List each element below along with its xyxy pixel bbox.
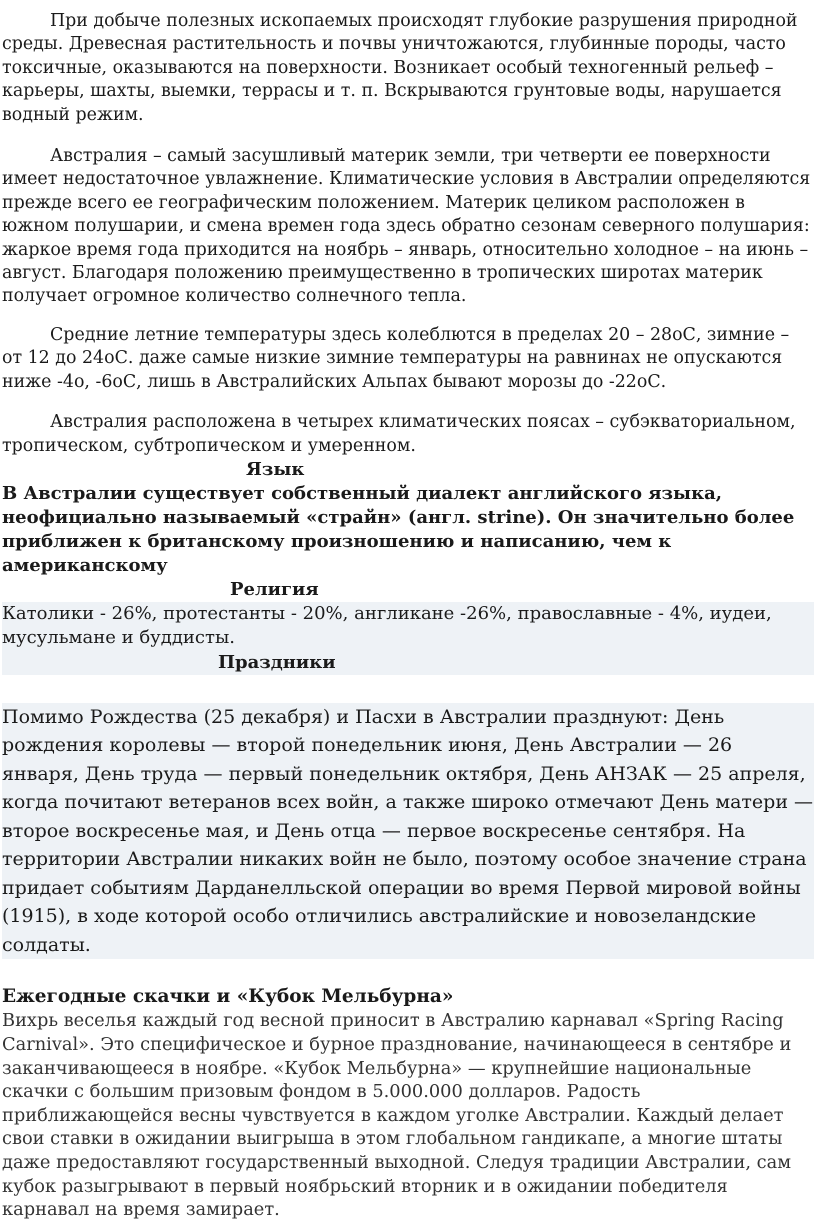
heading-races: Ежегодные скачки и «Кубок Мельбурна» bbox=[2, 986, 454, 1008]
paragraph-climate: Австралия – самый засушливый материк земли, три четверти ее поверхности имеет недостаточное увлажнение. Климатические условия в Австралии определяются прежде всего ее географическим положением. Материк целиком расположен в южном полушарии, и смена времен года здесь обратно сезонам северного полушария: жаркое время года приходится на ноябрь – январь, относительно холодное – на июнь – август. Благодаря положению преимущественно в тропических широтах материк получает огромное количество солнечного тепла. bbox=[2, 146, 811, 307]
paragraph-religion: Католики - 26%, протестанты - 20%, англикане -26%, православные - 4%, иудеи, мусульмане и буддисты. bbox=[2, 602, 814, 651]
paragraph-holidays: Помимо Рождества (25 декабря) и Пасхи в Австралии празднуют: День рождения королевы — второй понедельник июня, День Австралии — 26 января, День труда — первый понедельник октября, День АНЗАК — 25 апреля, когда почитают ветеранов всех войн, а также широко отмечают День матери — второе воскресенье мая, и День отца — первое воскресенье сентября. На территории Австралии никаких войн не было, поэтому особое значение страна придает событиям Дарданелльской операции во время Первой мировой войны (1915), в ходе которой особо отличились австралийские и новозеландские солдаты. bbox=[2, 703, 814, 960]
paragraph-language: В Австралии существует собственный диалект английского языка, неофициально называемый «страйн» (англ. strine). Он значительно более приближен к британскому произношению и написанию, чем к американскому bbox=[2, 482, 795, 576]
paragraph-mining: При добыче полезных ископаемых происходят глубокие разрушения природной среды. Древесная растительность и почвы уничтожаются, глубинные породы, часто токсичные, оказываются на поверхности. Возникает особый техногенный рельеф – карьеры, шахты, выемки, террасы и т. п. Вскрываются грунтовые воды, нарушается водный режим. bbox=[2, 11, 798, 125]
heading-holidays: Праздники bbox=[2, 651, 814, 675]
heading-religion: Религия bbox=[230, 578, 319, 600]
paragraph-temperatures: Средние летние температуры здесь колеблются в пределах 20 – 28оС, зимние – от 12 до 24оС. даже самые низкие зимние температуры на равнинах не опускаются ниже -4о, -6оС, лишь в Австралийских Альпах бывают морозы до -22оС. bbox=[2, 324, 790, 392]
heading-language: Язык bbox=[246, 458, 305, 480]
paragraph-races: Вихрь веселья каждый год весной приносит в Австралию карнавал «Spring Racing Carnival». Это специфическое и бурное празднование, начинающееся в сентябре и заканчивающееся в ноябре. «Кубок Мельбурна» — крупнейшие национальные скачки с большим призовым фондом в 5.000.000 долларов. Радость приближающейся весны чувствуется в каждом уголке Австралии. Каждый делает свои ставки в ожидании выигрыша в этом глобальном гандикапе, а многие штаты даже предоставляют государственный выходной. Следуя традиции Австралии, сам кубок разыгрывают в первый ноябрьский вторник и в ожидании победителя карнавал на время замирает. bbox=[2, 1010, 792, 1221]
paragraph-climate-zones: Австралия расположена в четырех климатических поясах – субэкваториальном, тропическом, субтропическом и умеренном. bbox=[2, 412, 796, 456]
